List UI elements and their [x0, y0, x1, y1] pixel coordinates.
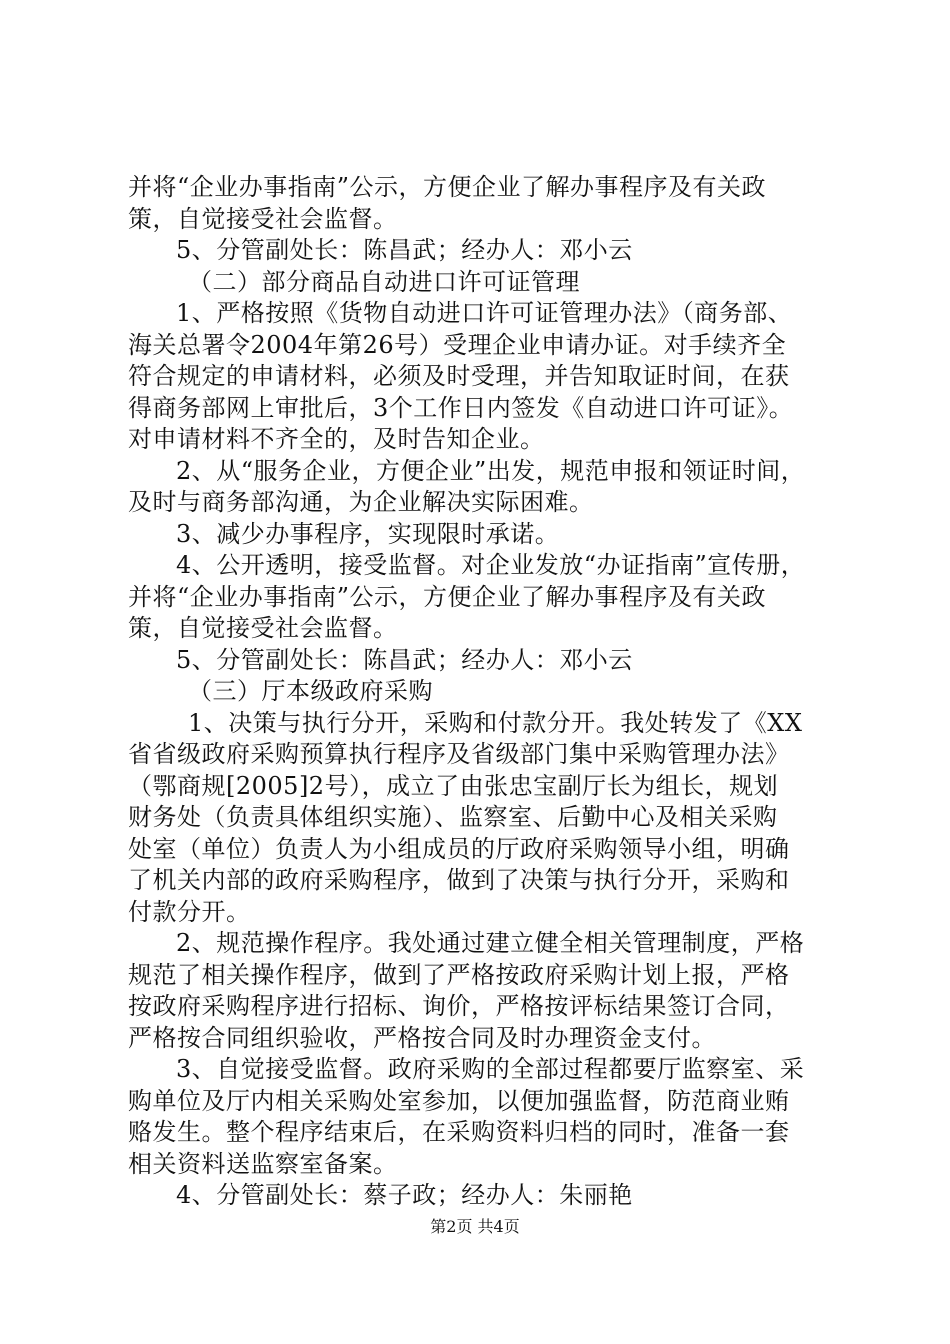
- text-line: 处室（单位）负责人为小组成员的厅政府采购领导小组，明确: [128, 834, 790, 863]
- text-line: 财务处（负责具体组织实施）、监察室、后勤中心及相关采购: [128, 803, 778, 831]
- text-line: 海关总署令2004年第26号）受理企业申请办证。对手续齐全: [128, 330, 787, 359]
- text-line: 策，自觉接受社会监督。: [128, 204, 398, 233]
- text-line: 及时与商务部沟通，为企业解决实际困难。: [128, 488, 594, 516]
- text-line: （三）厅本级政府采购: [188, 677, 433, 705]
- text-line: 5、分管副处长：陈昌武；经办人：邓小云: [176, 645, 633, 674]
- text-line: 3、自觉接受监督。政府采购的全部过程都要厅监察室、采: [176, 1055, 805, 1083]
- text-line: 相关资料送监察室备案。: [128, 1149, 398, 1178]
- text-line: 严格按合同组织验收，严格按合同及时办理资金支付。: [128, 1023, 716, 1052]
- text-line: 按政府采购程序进行招标、询价，严格按评标结果签订合同，: [128, 992, 790, 1020]
- text-line: 符合规定的申请材料，必须及时受理，并告知取证时间，在获: [128, 362, 790, 390]
- text-line: 2、规范操作程序。我处通过建立健全相关管理制度，严格: [176, 929, 805, 957]
- text-line: 1、严格按照《货物自动进口许可证管理办法》（商务部、: [176, 299, 793, 327]
- text-line: 3、减少办事程序，实现限时承诺。: [176, 519, 560, 548]
- text-line: 并将“企业办事指南”公示，方便企业了解办事程序及有关政: [128, 582, 767, 611]
- text-line: 了机关内部的政府采购程序，做到了决策与执行分开，采购和: [128, 866, 790, 894]
- text-line: 4、公开透明，接受监督。对企业发放“办证指南”宣传册，: [176, 551, 806, 579]
- text-line: （鄂商规[2005]2号），成立了由张忠宝副厅长为组长，规划: [128, 771, 779, 800]
- text-line: 规范了相关操作程序，做到了严格按政府采购计划上报，严格: [128, 960, 790, 989]
- document-body: [128, 172, 838, 1212]
- text-line: （二）部分商品自动进口许可证管理: [188, 267, 580, 296]
- text-line: 购单位及厅内相关采购处室参加，以便加强监督，防范商业贿: [128, 1086, 790, 1115]
- page-number-footer: 第2页 共4页: [430, 1217, 520, 1236]
- text-line: 省省级政府采购预算执行程序及省级部门集中采购管理办法》: [128, 740, 790, 768]
- text-line: 对申请材料不齐全的，及时告知企业。: [128, 425, 545, 453]
- text-line: 付款分开。: [128, 897, 251, 926]
- text-line: 策，自觉接受社会监督。: [128, 614, 398, 642]
- text-line: 并将“企业办事指南”公示，方便企业了解办事程序及有关政: [128, 173, 767, 201]
- text-line: 4、分管副处长：蔡子政；经办人：朱丽艳: [176, 1181, 633, 1209]
- text-line: 2、从“服务企业，方便企业”出发，规范申报和领证时间，: [176, 456, 806, 485]
- text-line: 得商务部网上审批后，3个工作日内签发《自动进口许可证》。: [128, 393, 794, 422]
- text-line: 5、分管副处长：陈昌武；经办人：邓小云: [176, 236, 633, 264]
- text-line: 1、决策与执行分开，采购和付款分开。我处转发了《XX: [188, 708, 803, 737]
- text-line: 赂发生。整个程序结束后，在采购资料归档的同时，准备一套: [128, 1118, 790, 1146]
